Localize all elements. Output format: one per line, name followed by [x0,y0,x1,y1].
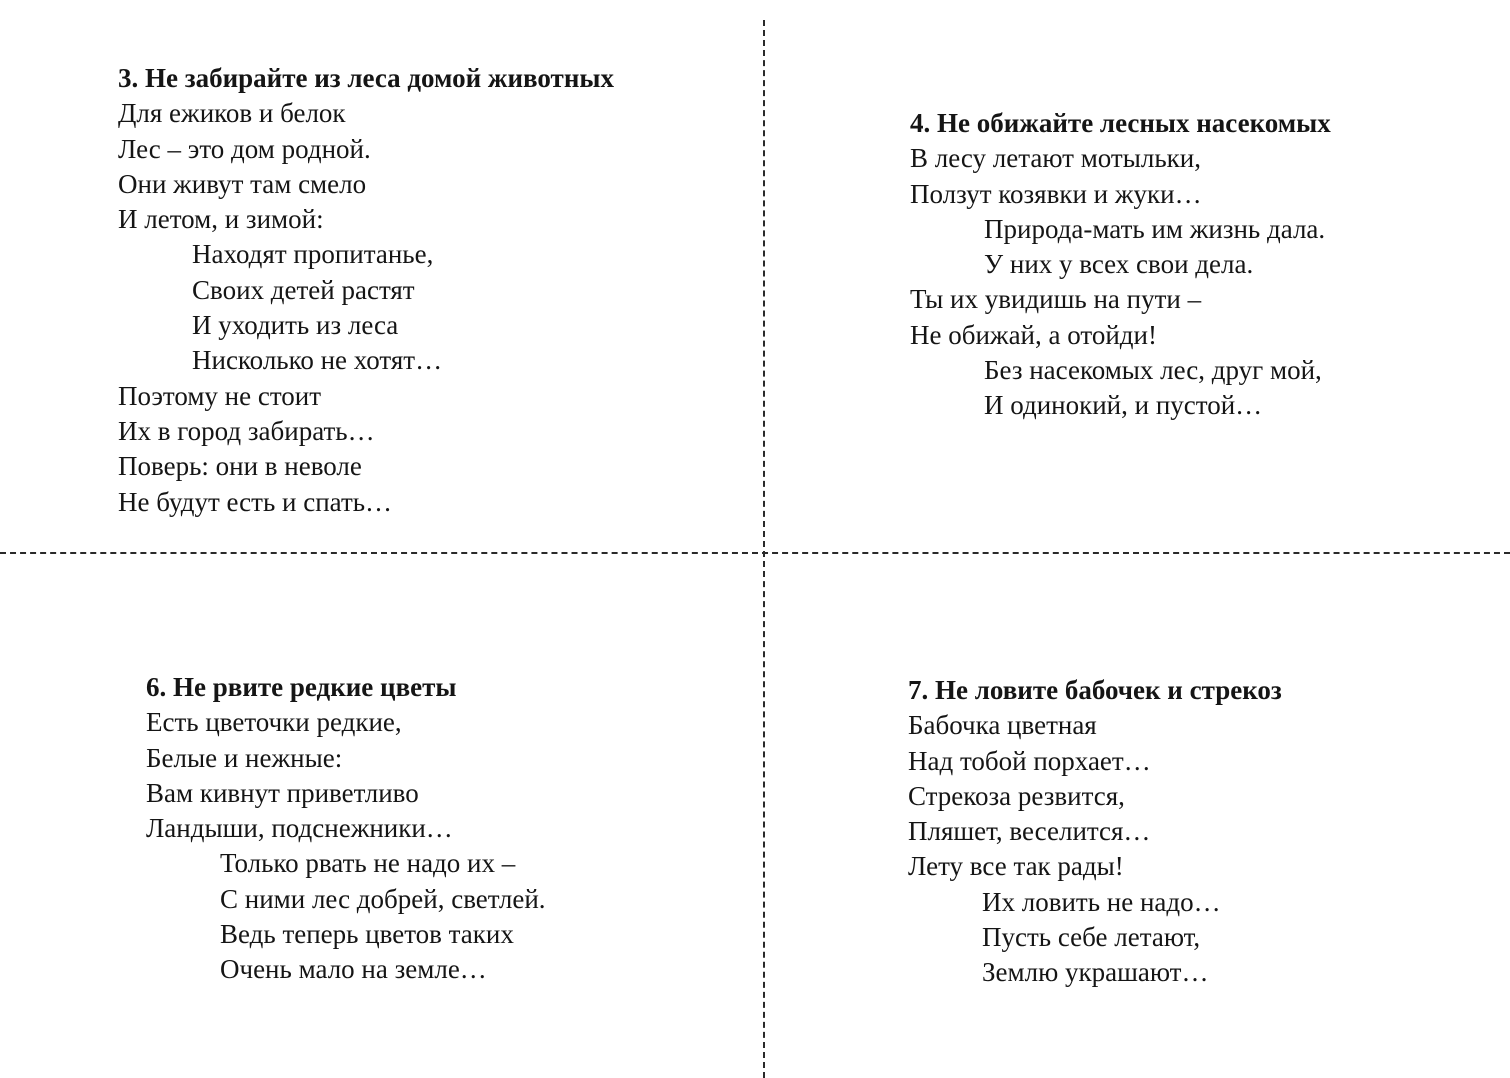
poem-line: Пляшет, веселится… [908,816,1151,847]
poem-line: И одинокий, и пустой… [984,390,1263,421]
poem-title: 4. Не обижайте лесных насекомых [910,108,1331,138]
poem-line: Ведь теперь цветов таких [220,919,514,950]
vertical-cut-line [763,20,765,1078]
poem-lines [146,705,546,987]
poem-lines [910,141,1331,423]
poem-line: Поверь: они в неволе [118,451,362,482]
poem-line: Ландыши, подснежники… [146,813,453,844]
poem-line: Их ловить не надо… [982,886,1221,917]
poem-line: Только рвать не надо их – [220,848,516,879]
poem-line: Для ежиков и белок [118,98,346,129]
poem-line: Находят пропитанье, [192,239,434,270]
poem-line: Лету все так рады! [908,851,1124,882]
poem-title: 7. Не ловите бабочек и стрекоз [908,675,1282,705]
poem-lines [118,96,614,520]
poem-line: Нисколько не хотят… [192,345,443,376]
poem-line: Своих детей растят [192,274,415,305]
poem-line: И уходить из леса [192,310,399,341]
poem-line: Их в город забирать… [118,415,375,446]
poem-title: 6. Не рвите редкие цветы [146,672,457,702]
poem-line: Вам кивнут приветливо [146,777,419,808]
poem-card-4 [910,106,1331,424]
poem-line: Бабочка цветная [908,710,1097,741]
poem-line: Пусть себе летают, [982,922,1201,953]
poem-line: Стрекоза резвится, [908,780,1125,811]
poem-line: Поэтому не стоит [118,380,322,411]
poem-line: У них у всех свои дела. [984,249,1254,280]
poem-line: Землю украшают… [982,957,1209,988]
poem-card-6 [146,670,546,988]
poem-line: Ползут козявки и жуки… [910,178,1202,209]
poem-line: И летом, и зимой: [118,204,324,235]
poem-title: 3. Не забирайте из леса домой животных [118,63,614,93]
poem-line: Белые и нежные: [146,742,343,773]
poem-line: С ними лес добрей, светлей. [220,883,546,914]
poem-line: Не будут есть и спать… [118,486,393,517]
poem-line: В лесу летают мотыльки, [910,143,1201,174]
poem-lines [908,708,1282,990]
poem-line: Природа-мать им жизнь дала. [984,213,1326,244]
poem-line: Над тобой порхает… [908,745,1151,776]
poem-line: Не обижай, а отойди! [910,319,1157,350]
poem-line: Лес – это дом родной. [118,133,371,164]
poem-line: Очень мало на земле… [220,954,487,985]
poem-line: Без насекомых лес, друг мой, [984,355,1322,386]
poem-line: Они живут там смело [118,168,367,199]
horizontal-cut-line [0,552,1510,554]
poem-line: Ты их увидишь на пути – [910,284,1202,315]
poem-line: Есть цветочки редкие, [146,707,402,738]
poem-card-7 [908,673,1282,991]
poem-card-3 [118,61,614,520]
